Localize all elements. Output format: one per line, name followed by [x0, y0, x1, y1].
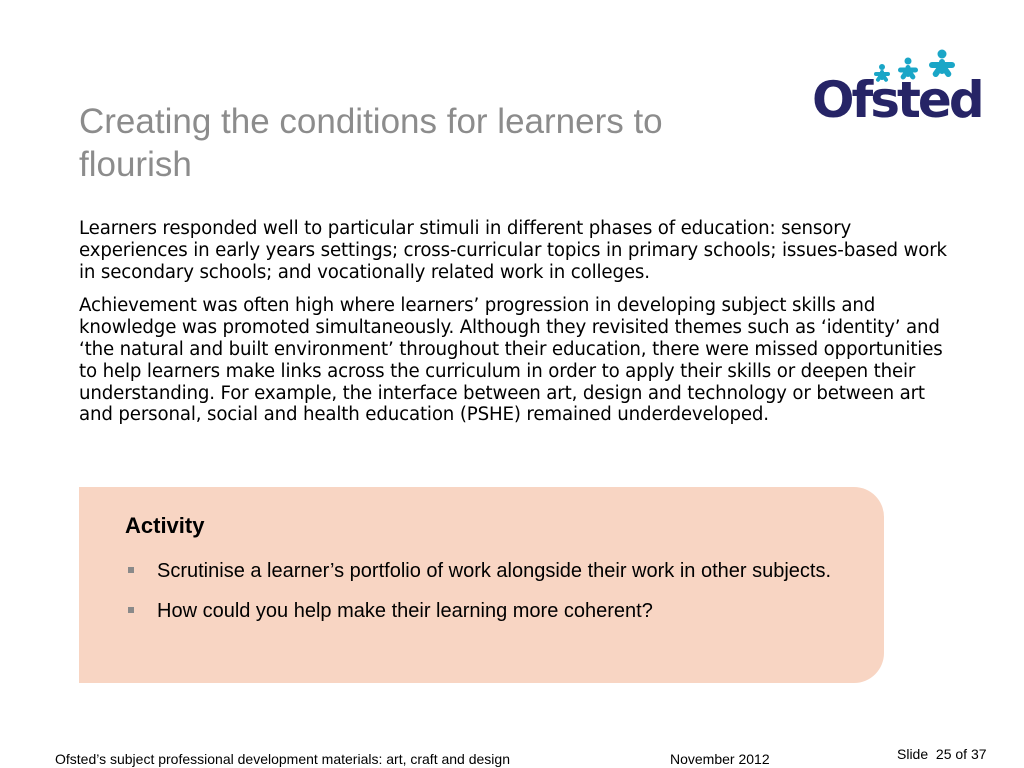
activity-item-text: Scrutinise a learner’s portfolio of work alongside their work in other subjects.	[157, 560, 832, 582]
activity-heading: Activity	[125, 513, 205, 538]
footer-slide-number	[897, 746, 987, 762]
paragraph-achievement: Achievement was often high where learners’ progression in developing subject skills and knowledge was promoted simultaneously. Although they revisited themes such as ‘identity’ and ‘the natural and built environment’ throughout their education, there were missed opportunities to help learners make links across the curriculum in order to apply their skills or deepen their understanding. For example, the interface between art, design and technology or between art and personal, social and health education (PSHE) remained underdeveloped.	[79, 295, 943, 426]
logo-brand-text: Ofsted	[812, 71, 982, 129]
list-item	[125, 557, 845, 585]
square-bullet-icon	[128, 567, 134, 573]
activity-list	[125, 557, 845, 625]
square-bullet-icon	[128, 607, 134, 613]
ofsted-logo	[812, 48, 982, 134]
footer-source: Ofsted’s subject professional development materials: art, craft and design	[55, 751, 510, 767]
body-text	[79, 218, 949, 426]
list-item	[125, 597, 845, 625]
activity-item-text: How could you help make their learning more coherent?	[157, 600, 653, 622]
paragraph-stimuli: Learners responded well to particular stimuli in different phases of education: sensory experiences in early years settings; cross-curricular topics in primary schools; issues-based work in secondary schools; and vocationally related work in colleges.	[79, 218, 947, 283]
activity-box	[79, 487, 884, 683]
slide-title: Creating the conditions for learners to flourish	[79, 102, 663, 184]
slide-count: 25 of 37	[935, 746, 987, 762]
footer-date: November 2012	[670, 751, 770, 767]
slide-label: Slide	[897, 746, 929, 762]
